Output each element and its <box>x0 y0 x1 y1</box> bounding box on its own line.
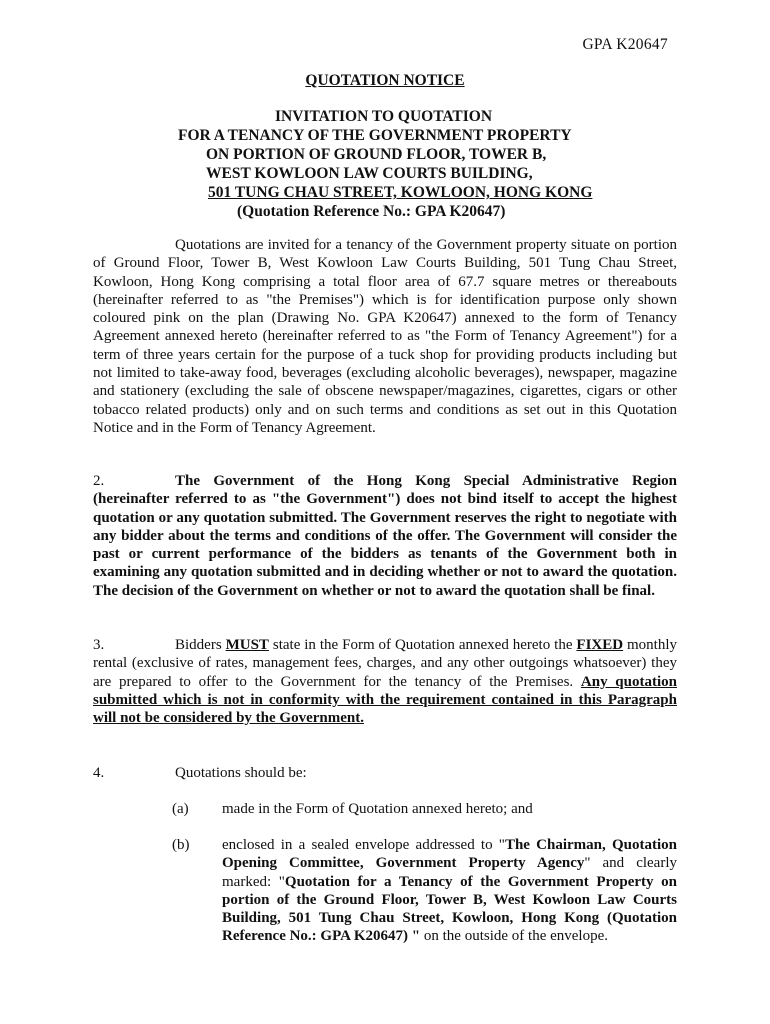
heading-line <box>160 183 660 202</box>
paragraph-3-text: state in the Form of Quotation annexed hereto the <box>268 637 577 653</box>
heading-address: 501 TUNG CHAU STREET, KOWLOON, HONG KONG <box>208 184 593 201</box>
sub-item-text: made in the Form of Quotation annexed hereto; and <box>222 801 533 817</box>
heading-line: WEST KOWLOON LAW COURTS BUILDING, <box>206 165 533 182</box>
page-title: QUOTATION NOTICE <box>305 72 465 89</box>
sub-item-b <box>172 836 677 946</box>
addressee: The Chairman, Quotation Opening Committee, Government Property Agency <box>222 837 677 872</box>
paragraph-number: 4. <box>93 765 105 781</box>
paragraph-2-text: The Government of the Hong Kong Special Administrative Region (hereinafter referred to as "the Government") does not bind itself to accept the highest quotation or any quotation submitted. The Government reserves the right to negotiate with any bidder about the terms and conditions of the offer. The Government will consider the past or current performance of the bidders as tenants of the Government both in examining any quotation submitted and in deciding whether or not to award the quotation. The decision of the Government on whether or not to award the quotation shall be final. <box>93 473 677 599</box>
paragraph-2 <box>93 472 677 600</box>
sub-item-label: (a) <box>172 801 189 817</box>
must-emphasis: MUST <box>225 637 269 653</box>
paragraph-number: 2. <box>93 473 105 489</box>
sub-item-label: (b) <box>172 837 190 853</box>
heading-line: (Quotation Reference No.: GPA K20647) <box>237 203 506 220</box>
conformity-warning: Any quotation submitted which is not in conformity with the requirement contained in this Paragraph will not be considered by the Government. <box>93 673 677 727</box>
paragraph-number: 3. <box>93 637 105 653</box>
reference-number: GPA K20647 <box>582 36 668 53</box>
paragraph-4 <box>93 764 677 782</box>
envelope-marking: Quotation for a Tenancy of the Government Property on portion of the Ground Floor, Tower B, West Kowloon Law Courts Building, 501 Tung Chau Street, Kowloon, Hong Kong (Quotation Reference No.: GPA K20647) " <box>222 873 677 945</box>
paragraph-4-text: Quotations should be: <box>175 765 307 781</box>
paragraph-3 <box>93 636 677 727</box>
sub-item-text: enclosed in a sealed envelope addressed to "The Chairman, Quotation Opening Committee, Government Property Agency" and clearly marked: "Quotation for a Tenancy of the Government Property on portion of the Ground Floor, Tower B, West Kowloon Law Courts Building, 501 Tung Chau Street, Kowloon, Hong Kong (Quotation Reference No.: GPA K20647) " on the outside of the envelope. <box>222 837 677 945</box>
heading-line: INVITATION TO QUOTATION <box>275 108 493 125</box>
paragraph-3-text: monthly rental (exclusive of rates, management fees, charges, and any other outgoings whatsoever) they are prepared to offer to the Government for the tenancy of the Premises. <box>93 637 678 690</box>
paragraph-1-text: Quotations are invited for a tenancy of the Government property situate on portion of Ground Floor, Tower B, West Kowloon Law Courts Building, 501 Tung Chau Street, Kowloon, Hong Kong comprising a total floor area of 67.7 square metres or thereabouts (hereinafter referred to as "the Premises") which is for identification purpose only shown coloured pink on the plan (Drawing No. GPA K20647) annexed to the form of Tenancy Agreement annexed hereto (hereinafter referred to as "the Form of Tenancy Agreement") for a term of three years certain for the purpose of a tuck shop for providing products including but not limited to take-away food, beverages (excluding alcoholic beverages), newspaper, magazine and stationery (excluding the sale of obscene newspaper/magazines, cigarettes, cigars or other tobacco related products) only and on such terms and conditions as set out in this Quotation Notice and in the Form of Tenancy Agreement. <box>93 237 677 436</box>
paragraph-1 <box>93 236 677 437</box>
fixed-emphasis: FIXED <box>576 637 624 653</box>
invitation-heading <box>160 107 660 221</box>
paragraph-3-text: Bidders <box>175 637 226 653</box>
sub-item-a <box>172 800 677 818</box>
heading-line: FOR A TENANCY OF THE GOVERNMENT PROPERTY <box>178 127 572 144</box>
heading-line: ON PORTION OF GROUND FLOOR, TOWER B, <box>206 146 547 163</box>
